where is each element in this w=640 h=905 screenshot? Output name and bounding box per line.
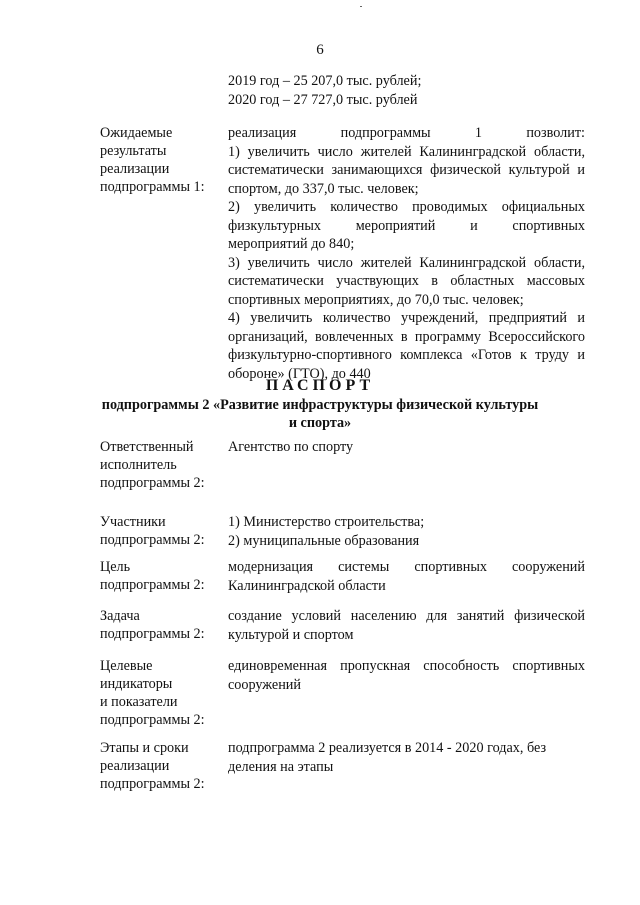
- passport-subtitle: подпрограммы 2 «Развитие инфраструктуры физической культуры: [101, 397, 539, 413]
- participants-label: Участники подпрограммы 2:: [100, 514, 205, 548]
- expected-results-label: Ожидаемые результаты реализации подпрограммы 1:: [100, 125, 205, 195]
- indicators-value: единовременная пропускная способность спортивных сооружений: [228, 658, 585, 693]
- participants-value: 1) Министерство строительства; 2) муниципальные образования: [228, 514, 425, 549]
- task-label: Задача подпрограммы 2:: [100, 608, 205, 642]
- expected-intro: реализация подпрограммы 1 позволит:: [228, 125, 585, 141]
- goal-label: Цель подпрограммы 2:: [100, 559, 205, 593]
- scan-mark: [360, 6, 362, 7]
- goal-value: модернизация системы спортивных сооружений Калининградской области: [228, 559, 585, 594]
- responsible-value: Агентство по спорту: [228, 439, 354, 455]
- responsible-label: Ответственный исполнитель подпрограммы 2:: [100, 439, 205, 491]
- passport-title: ПАСПОРТ: [265, 377, 375, 394]
- passport-subtitle: и спорта»: [288, 415, 352, 431]
- funding-line: 2019 год – 25 207,0 тыс. рублей;: [228, 73, 422, 89]
- task-value: создание условий населению для занятий физической культурой и спортом: [228, 608, 585, 643]
- expected-results-value: реализация подпрограммы 1 позволит: 1) увеличить число жителей Калининградской области, систематически занимающихся физической культурой и спортом, до 337,0 тыс. человек; 2) увеличить количество проводимых официальных физкультурных мероприятий и спортивных мероприятий до 840; 3) увеличить число жителей Калининградской области, систематически участвующих в областных массовых спортивных мероприятиях, до 70,0 тыс. человек; 4) увеличить количество учреждений, предприятий и организаций, вовлеченных в программу Всероссийского физкультурно-спортивного комплекса «Готов к труду и обороне» (ГТО), до 440: [228, 125, 585, 382]
- funding-line: 2020 год – 27 727,0 тыс. рублей: [228, 92, 418, 108]
- page-number: 6: [316, 42, 324, 58]
- indicators-label: Целевые индикаторы и показатели подпрограммы 2:: [100, 658, 205, 728]
- stages-label: Этапы и сроки реализации подпрограммы 2:: [100, 740, 205, 792]
- stages-value: подпрограмма 2 реализуется в 2014 - 2020 годах, без деления на этапы: [228, 740, 547, 775]
